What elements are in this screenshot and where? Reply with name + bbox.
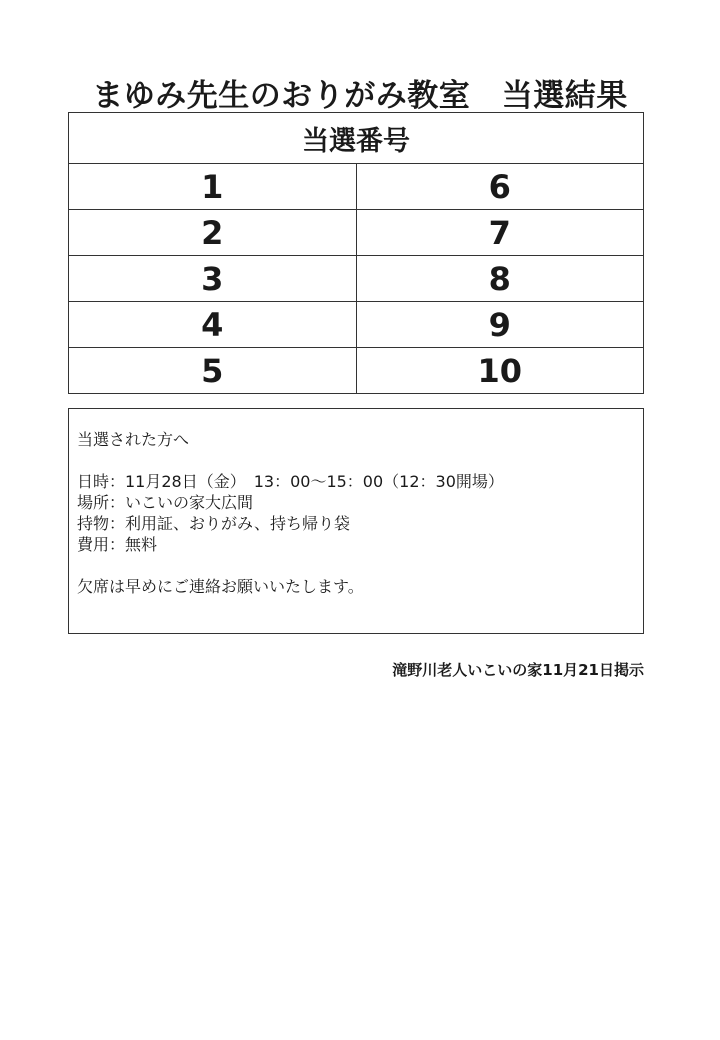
winning-number-cell: 1 — [69, 164, 357, 210]
page-title: まゆみ先生のおりがみ教室 当選結果 — [92, 78, 628, 114]
winning-number-cell: 5 — [69, 348, 357, 394]
table-row — [69, 210, 644, 256]
posting-note: 滝野川老人いこいの家11月21日掲示 — [392, 661, 644, 679]
table-header-row — [69, 113, 644, 164]
winning-number-cell: 3 — [69, 256, 357, 302]
notice-greeting: 当選された方へ — [77, 430, 190, 449]
winning-numbers-table — [68, 112, 644, 394]
notice-place: 場所：いこいの家大広間 — [77, 493, 254, 512]
winning-number-cell: 10 — [356, 348, 644, 394]
notice-box — [68, 408, 644, 634]
notice-cost: 費用：無料 — [77, 535, 158, 554]
notice-datetime: 日時：11月28日（金） 13：00～15：00（12：30開場） — [77, 472, 504, 491]
winning-number-cell: 6 — [356, 164, 644, 210]
table-row — [69, 256, 644, 302]
notice-spacer — [77, 555, 631, 576]
notice-absence: 欠席は早めにご連絡お願いいたします。 — [77, 577, 364, 596]
winning-number-cell: 4 — [69, 302, 357, 348]
notice-items: 持物：利用証、おりがみ、持ち帰り袋 — [77, 514, 350, 533]
winning-number-cell: 2 — [69, 210, 357, 256]
winning-number-cell: 8 — [356, 256, 644, 302]
winning-number-cell: 9 — [356, 302, 644, 348]
notice-spacer — [77, 450, 631, 471]
table-row — [69, 348, 644, 394]
table-row — [69, 302, 644, 348]
winning-number-cell: 7 — [356, 210, 644, 256]
table-header: 当選番号 — [69, 113, 644, 164]
table-row — [69, 164, 644, 210]
